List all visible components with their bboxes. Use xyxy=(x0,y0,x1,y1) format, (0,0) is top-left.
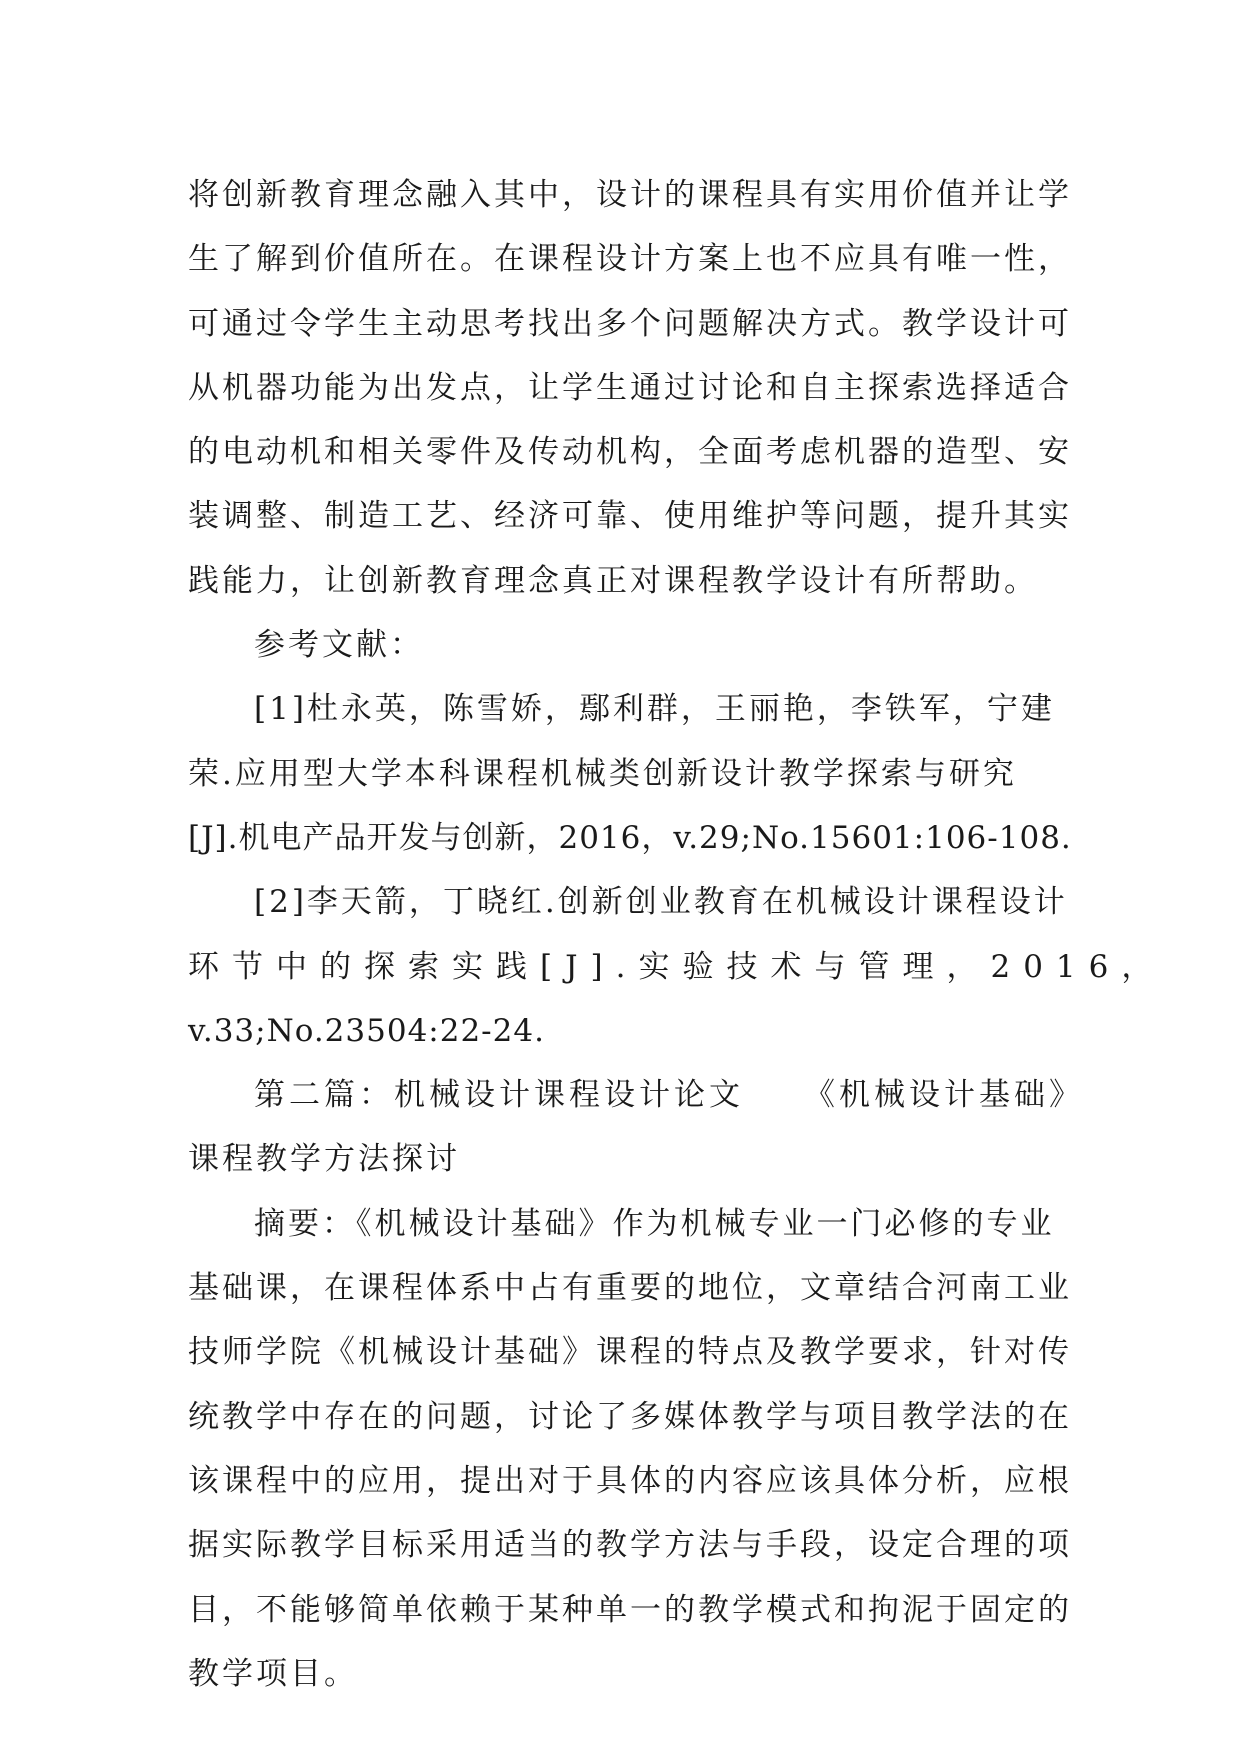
section-title xyxy=(188,1063,1084,1127)
body-line: 践能力，让创新教育理念真正对课程教学设计有所帮助。 xyxy=(188,562,1038,599)
references-heading: 参考文献： xyxy=(254,627,424,664)
body-line: 从机器功能为出发点，让学生通过讨论和自主探索选择适合 xyxy=(188,369,1072,406)
abstract-line: 该课程中的应用，提出对于具体的内容应该具体分析，应根 xyxy=(188,1462,1072,1499)
abstract-line: 目，不能够简单依赖于某种单一的教学模式和拘泥于固定的 xyxy=(188,1591,1072,1628)
reference-1-line: [J].机电产品开发与创新，2016，v.29;No.15601:106-108. xyxy=(188,819,1072,856)
body-line: 装调整、制造工艺、经济可靠、使用维护等问题，提升其实 xyxy=(188,498,1072,535)
reference-2-line: 环节中的探索实践[J].实验技术与管理，2016， xyxy=(188,948,1166,985)
section-title-part2: 《机械设计基础》 xyxy=(804,1077,1084,1114)
abstract-line: 教学项目。 xyxy=(188,1655,358,1692)
reference-1-line: [1]杜永英，陈雪娇，鄢利群，王丽艳，李铁军，宁建 xyxy=(254,691,1055,728)
body-line: 的电动机和相关零件及传动机构，全面考虑机器的造型、安 xyxy=(188,434,1072,471)
reference-1-line: 荣.应用型大学本科课程机械类创新设计教学探索与研究 xyxy=(188,755,1017,792)
abstract-line: 据实际教学目标采用适当的教学方法与手段，设定合理的项 xyxy=(188,1527,1072,1564)
reference-2-line: [2]李天箭，丁晓红.创新创业教育在机械设计课程设计 xyxy=(254,884,1068,921)
abstract-line: 基础课，在课程体系中占有重要的地位，文章结合河南工业 xyxy=(188,1270,1072,1307)
abstract-line: 技师学院《机械设计基础》课程的特点及教学要求，针对传 xyxy=(188,1334,1072,1371)
body-line: 将创新教育理念融入其中，设计的课程具有实用价值并让学 xyxy=(188,177,1072,213)
abstract-line: 摘要：《机械设计基础》作为机械专业一门必修的专业 xyxy=(254,1205,1055,1242)
section-title-line2: 课程教学方法探讨 xyxy=(188,1141,460,1178)
body-line: 可通过令学生主动思考找出多个问题解决方式。教学设计可 xyxy=(188,305,1072,342)
abstract-line: 统教学中存在的问题，讨论了多媒体教学与项目教学法的在 xyxy=(188,1398,1072,1435)
body-line: 生了解到价值所在。在课程设计方案上也不应具有唯一性， xyxy=(188,241,1072,278)
document-body xyxy=(188,163,1166,1706)
reference-2-line: v.33;No.23504:22-24. xyxy=(188,1012,545,1049)
section-title-part1: 第二篇：机械设计课程设计论文 xyxy=(254,1077,744,1114)
